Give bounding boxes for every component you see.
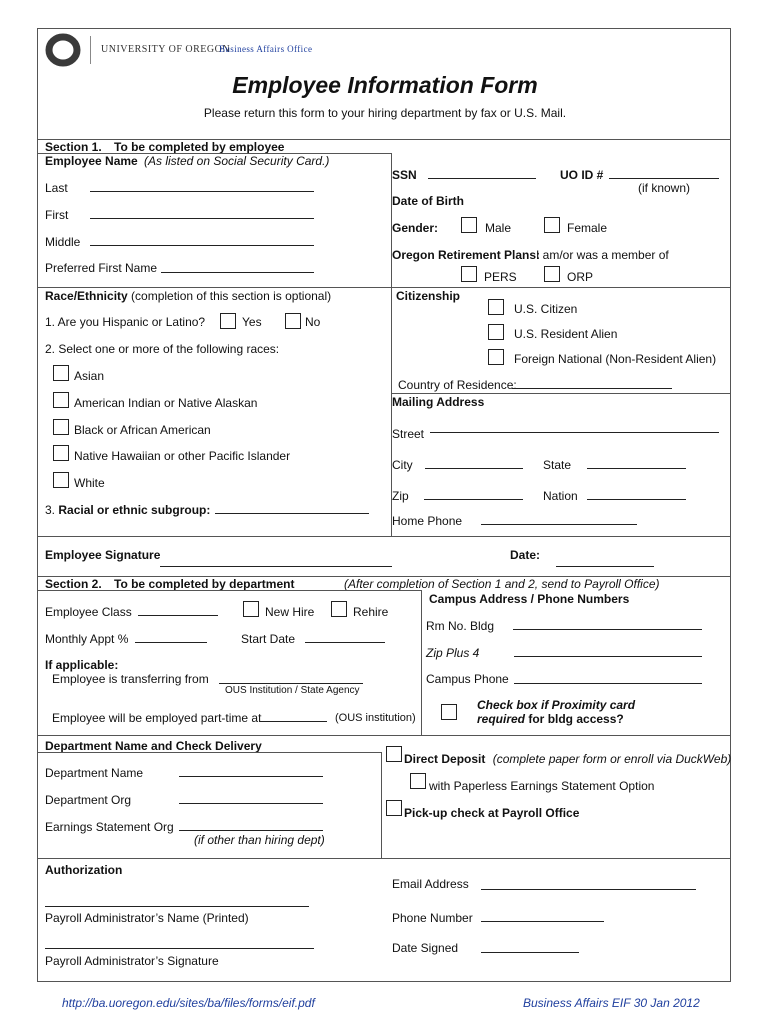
department-name-field[interactable] [179, 776, 323, 777]
university-name: UNIVERSITY OF OREGON [101, 44, 231, 55]
proximity-card-checkbox[interactable] [441, 704, 457, 720]
new-hire-checkbox[interactable] [243, 601, 259, 617]
subgroup-heading [45, 503, 210, 517]
city-label: City [392, 458, 413, 472]
divider [37, 858, 731, 859]
race-white-label: White [74, 476, 105, 490]
orp-checkbox[interactable] [544, 266, 560, 282]
section1-number: Section 1. [45, 140, 102, 154]
earnings-org-label: Earnings Statement Org [45, 820, 174, 834]
preferred-name-label: Preferred First Name [45, 261, 158, 275]
if-known-note: (if known) [638, 181, 691, 195]
divider [37, 536, 731, 537]
divider [37, 590, 421, 591]
us-citizen-label: U.S. Citizen [514, 302, 578, 316]
race-note: (completion of this section is optional) [131, 289, 332, 303]
race-asian-label: Asian [74, 369, 105, 383]
rehire-checkbox[interactable] [331, 601, 347, 617]
signature-date-label: Date: [510, 548, 541, 562]
direct-deposit-text: Direct Deposit [404, 752, 486, 766]
hispanic-no-label: No [305, 315, 321, 329]
race-american-indian-label: American Indian or Native Alaskan [74, 396, 258, 410]
section2-heading: To be completed by department [114, 577, 295, 591]
citizenship-label: Citizenship [396, 289, 461, 303]
direct-deposit-note: (complete paper form or enroll via DuckWeb) [492, 752, 732, 766]
divider [391, 153, 392, 536]
zip-plus4-label: Zip Plus 4 [426, 646, 480, 660]
female-label: Female [567, 221, 608, 235]
divider [37, 752, 381, 753]
dob-label: Date of Birth [392, 194, 464, 208]
pers-checkbox[interactable] [461, 266, 477, 282]
admin-name-label: Payroll Administrator’s Name (Printed) [45, 911, 249, 925]
home-phone-label: Home Phone [392, 514, 463, 528]
divider [37, 287, 731, 288]
race-black-checkbox[interactable] [53, 419, 69, 435]
us-citizen-checkbox[interactable] [488, 299, 504, 315]
race-asian-checkbox[interactable] [53, 365, 69, 381]
authorization-heading: Authorization [45, 863, 123, 877]
logo-divider [90, 36, 91, 64]
state-field[interactable] [587, 468, 686, 469]
preferred-name-field[interactable] [161, 272, 314, 273]
hispanic-question: 1. Are you Hispanic or Latino? [45, 315, 206, 329]
employee-class-label: Employee Class [45, 605, 132, 619]
mailing-address-label: Mailing Address [392, 395, 485, 409]
nation-label: Nation [543, 489, 578, 503]
zip-plus4-field[interactable] [514, 656, 702, 657]
country-label: Country of Residence: [398, 378, 517, 392]
email-label: Email Address [392, 877, 469, 891]
race-white-checkbox[interactable] [53, 472, 69, 488]
last-name-field[interactable] [90, 191, 314, 192]
room-building-label: Rm No. Bldg [426, 619, 495, 633]
paperless-label: with Paperless Earnings Statement Option [429, 779, 655, 793]
ssn-label: SSN [392, 168, 417, 182]
divider [381, 752, 382, 858]
employee-name-label: Employee Name [45, 154, 138, 168]
footer-url[interactable]: http://ba.uoregon.edu/sites/ba/files/forms/eif.pdf [62, 996, 315, 1010]
proximity-required: required [477, 712, 526, 726]
new-hire-label: New Hire [265, 605, 315, 619]
foreign-national-label: Foreign National (Non-Resident Alien) [514, 352, 717, 366]
monthly-appt-label: Monthly Appt % [45, 632, 129, 646]
male-label: Male [485, 221, 512, 235]
section1-heading: To be completed by employee [114, 140, 285, 154]
race-label: Race/Ethnicity [45, 289, 128, 303]
admin-signature-field[interactable] [45, 948, 314, 949]
start-date-label: Start Date [241, 632, 296, 646]
resident-alien-checkbox[interactable] [488, 324, 504, 340]
gender-label: Gender: [392, 221, 439, 235]
rehire-label: Rehire [353, 605, 389, 619]
page-title: Employee Information Form [232, 72, 538, 98]
ous-institution-note: OUS Institution / State Agency [225, 685, 360, 696]
middle-name-field[interactable] [90, 245, 314, 246]
if-other-note: (if other than hiring dept) [194, 833, 325, 847]
uoid-label: UO ID # [560, 168, 604, 182]
section2-note: (After completion of Section 1 and 2, send to Payroll Office) [344, 577, 660, 591]
ous-institution-paren: (OUS institution) [335, 712, 416, 724]
direct-deposit-label [404, 752, 731, 766]
race-heading [45, 289, 331, 303]
nation-field[interactable] [587, 499, 686, 500]
foreign-national-checkbox[interactable] [488, 349, 504, 365]
state-label: State [543, 458, 572, 472]
race-hawaiian-checkbox[interactable] [53, 445, 69, 461]
middle-name-label: Middle [45, 235, 81, 249]
employee-class-field[interactable] [138, 615, 218, 616]
paperless-checkbox[interactable] [410, 773, 426, 789]
employee-signature-label: Employee Signature [45, 548, 161, 562]
phone-label: Phone Number [392, 911, 473, 925]
first-name-label: First [45, 208, 69, 222]
part-time-field[interactable] [259, 721, 327, 722]
department-org-field[interactable] [179, 803, 323, 804]
pickup-label: Pick-up check at Payroll Office [404, 806, 580, 820]
phone-field[interactable] [481, 921, 604, 922]
retirement-text: I am/or was a member of [536, 248, 669, 262]
race-black-label: Black or African American [74, 423, 211, 437]
start-date-field[interactable] [305, 642, 385, 643]
admin-name-field[interactable] [45, 906, 309, 907]
department-org-label: Department Org [45, 793, 132, 807]
transferring-label: Employee is transferring from [52, 672, 209, 686]
transferring-field[interactable] [219, 683, 363, 684]
subgroup-field[interactable] [215, 513, 369, 514]
proximity-card-line1: Check box if Proximity card [477, 698, 636, 712]
campus-phone-label: Campus Phone [426, 672, 509, 686]
divider [421, 590, 422, 735]
divider [391, 393, 731, 394]
department-name-label: Department Name [45, 766, 144, 780]
uo-logo-icon [44, 30, 82, 68]
hispanic-yes-label: Yes [242, 315, 262, 329]
resident-alien-label: U.S. Resident Alien [514, 327, 618, 341]
orp-label: ORP [567, 270, 594, 284]
first-name-field[interactable] [90, 218, 314, 219]
female-checkbox[interactable] [544, 217, 560, 233]
subgroup-label: Racial or ethnic subgroup: [58, 503, 211, 517]
earnings-org-field[interactable] [179, 830, 323, 831]
race-hawaiian-label: Native Hawaiian or other Pacific Islander [74, 449, 291, 463]
footer-version: Business Affairs EIF 30 Jan 2012 [523, 996, 700, 1010]
uoid-field[interactable] [609, 178, 719, 179]
pers-label: PERS [484, 270, 517, 284]
retirement-label: Oregon Retirement Plans: [392, 248, 541, 262]
signature-date-field[interactable] [556, 566, 654, 567]
page-subtitle: Please return this form to your hiring department by fax or U.S. Mail. [203, 106, 567, 120]
zip-field[interactable] [424, 499, 523, 500]
zip-label: Zip [392, 489, 409, 503]
male-checkbox[interactable] [461, 217, 477, 233]
country-field[interactable] [512, 388, 672, 389]
email-field[interactable] [481, 889, 696, 890]
hispanic-yes-checkbox[interactable] [220, 313, 236, 329]
department-heading: Department Name and Check Delivery [45, 739, 262, 753]
admin-signature-label: Payroll Administrator’s Signature [45, 954, 219, 968]
part-time-label: Employee will be employed part-time at [52, 711, 262, 725]
race-american-indian-checkbox[interactable] [53, 392, 69, 408]
divider [37, 735, 731, 736]
if-applicable-label: If applicable: [45, 658, 119, 672]
room-building-field[interactable] [513, 629, 702, 630]
city-field[interactable] [425, 468, 523, 469]
proximity-bldg: for bldg access? [528, 712, 624, 726]
employee-name-note: (As listed on Social Security Card.) [144, 154, 330, 168]
pickup-checkbox[interactable] [386, 800, 402, 816]
campus-address-heading: Campus Address / Phone Numbers [429, 592, 630, 606]
subgroup-number: 3. [45, 503, 56, 517]
last-name-label: Last [45, 181, 68, 195]
office-name: Business Affairs Office [219, 44, 313, 54]
date-signed-field[interactable] [481, 952, 579, 953]
ssn-field[interactable] [428, 178, 536, 179]
direct-deposit-checkbox[interactable] [386, 746, 402, 762]
employee-signature-field[interactable] [160, 566, 392, 567]
street-field[interactable] [430, 432, 719, 433]
monthly-appt-field[interactable] [135, 642, 207, 643]
home-phone-field[interactable] [481, 524, 637, 525]
races-question: 2. Select one or more of the following races: [45, 342, 280, 356]
proximity-card-line2 [477, 712, 624, 726]
hispanic-no-checkbox[interactable] [285, 313, 301, 329]
date-signed-label: Date Signed [392, 941, 459, 955]
campus-phone-field[interactable] [514, 683, 702, 684]
street-label: Street [392, 427, 425, 441]
section2-number: Section 2. [45, 577, 102, 591]
